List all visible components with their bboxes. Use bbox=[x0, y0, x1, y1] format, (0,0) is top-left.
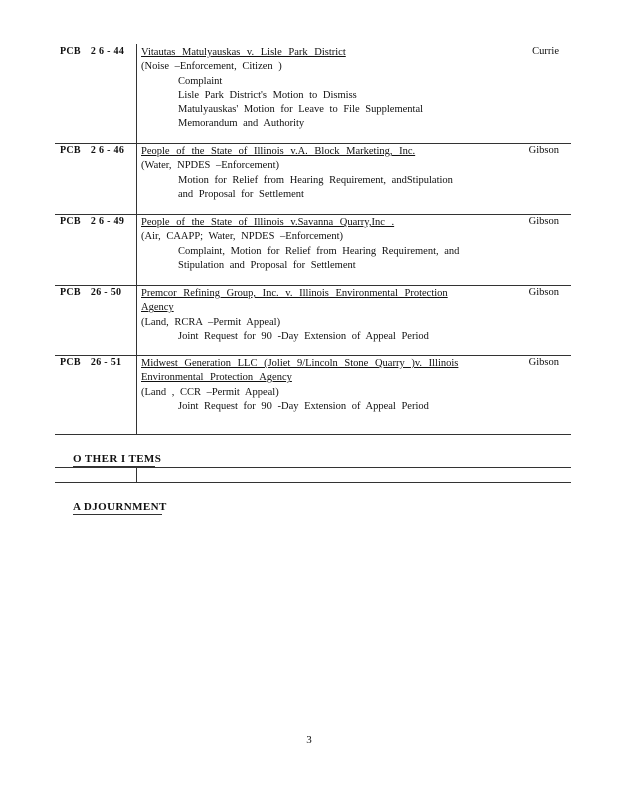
case-body bbox=[141, 145, 471, 202]
agenda-row bbox=[55, 214, 571, 286]
column-divider bbox=[136, 467, 137, 483]
case-title: Midwest Generation LLC (Joliet 9/Lincoln Stone Quarry )v. Illinois Environmental Protection Agency bbox=[141, 358, 459, 384]
board-member: Gibson bbox=[528, 216, 559, 227]
case-number: PCB 26 - 51 bbox=[60, 357, 122, 368]
case-type: (Noise –Enforcement, Citizen ) bbox=[141, 61, 282, 73]
section-rule bbox=[55, 482, 571, 483]
heading-underline bbox=[73, 514, 162, 515]
case-item: Complaint bbox=[178, 75, 223, 87]
agenda-row bbox=[55, 285, 571, 356]
other-items-heading: O THER I TEMS bbox=[73, 453, 162, 465]
board-member: Gibson bbox=[528, 357, 559, 368]
column-divider bbox=[136, 143, 137, 214]
agenda-row bbox=[55, 355, 571, 435]
page-number: 3 bbox=[306, 734, 312, 746]
case-item: Matulyauskas' Motion for Leave to File Supplemental Memorandum and Authority bbox=[178, 104, 424, 130]
case-type: (Air, CAAPP; Water, NPDES –Enforcement) bbox=[141, 231, 344, 243]
case-item: Joint Request for 90 -Day Extension of Appeal Period bbox=[178, 400, 429, 412]
case-number: PCB 26 - 50 bbox=[60, 287, 122, 298]
case-title: Vitautas Matulyauskas v. Lisle Park District bbox=[141, 47, 346, 58]
case-number: PCB 2 6 - 46 bbox=[60, 145, 125, 156]
case-item: Complaint, Motion for Relief from Hearing Requirement, and Stipulation and Proposal for Settlement bbox=[178, 245, 460, 271]
case-body bbox=[141, 46, 471, 132]
case-body bbox=[141, 216, 471, 273]
case-title: Premcor Refining Group, Inc. v. Illinois Environmental Protection Agency bbox=[141, 288, 448, 314]
case-title: People of the State of Illinois v.A. Block Marketing, Inc. bbox=[141, 146, 416, 157]
case-number: PCB 2 6 - 44 bbox=[60, 46, 125, 57]
agenda-row bbox=[55, 143, 571, 215]
adjournment-heading: A DJOURNMENT bbox=[73, 501, 167, 513]
board-member: Currie bbox=[532, 46, 559, 57]
case-title: People of the State of Illinois v.Savanna Quarry,Inc . bbox=[141, 217, 395, 228]
column-divider bbox=[136, 355, 137, 434]
case-number: PCB 2 6 - 49 bbox=[60, 216, 125, 227]
case-type: (Land , CCR –Permit Appeal) bbox=[141, 386, 279, 398]
case-item: Motion for Relief from Hearing Requirement, andStipulation and Proposal for Settlement bbox=[178, 174, 453, 200]
case-item: Lisle Park District's Motion to Dismiss bbox=[178, 89, 357, 101]
column-divider bbox=[136, 285, 137, 355]
agenda-row bbox=[55, 44, 571, 144]
board-member: Gibson bbox=[528, 145, 559, 156]
column-divider bbox=[136, 44, 137, 143]
section-rule bbox=[55, 467, 571, 468]
board-member: Gibson bbox=[528, 287, 559, 298]
case-item: Joint Request for 90 -Day Extension of Appeal Period bbox=[178, 330, 429, 342]
case-type: (Water, NPDES –Enforcement) bbox=[141, 160, 279, 172]
case-type: (Land, RCRA –Permit Appeal) bbox=[141, 316, 281, 328]
column-divider bbox=[136, 214, 137, 285]
case-body bbox=[141, 357, 471, 414]
case-body bbox=[141, 287, 471, 344]
